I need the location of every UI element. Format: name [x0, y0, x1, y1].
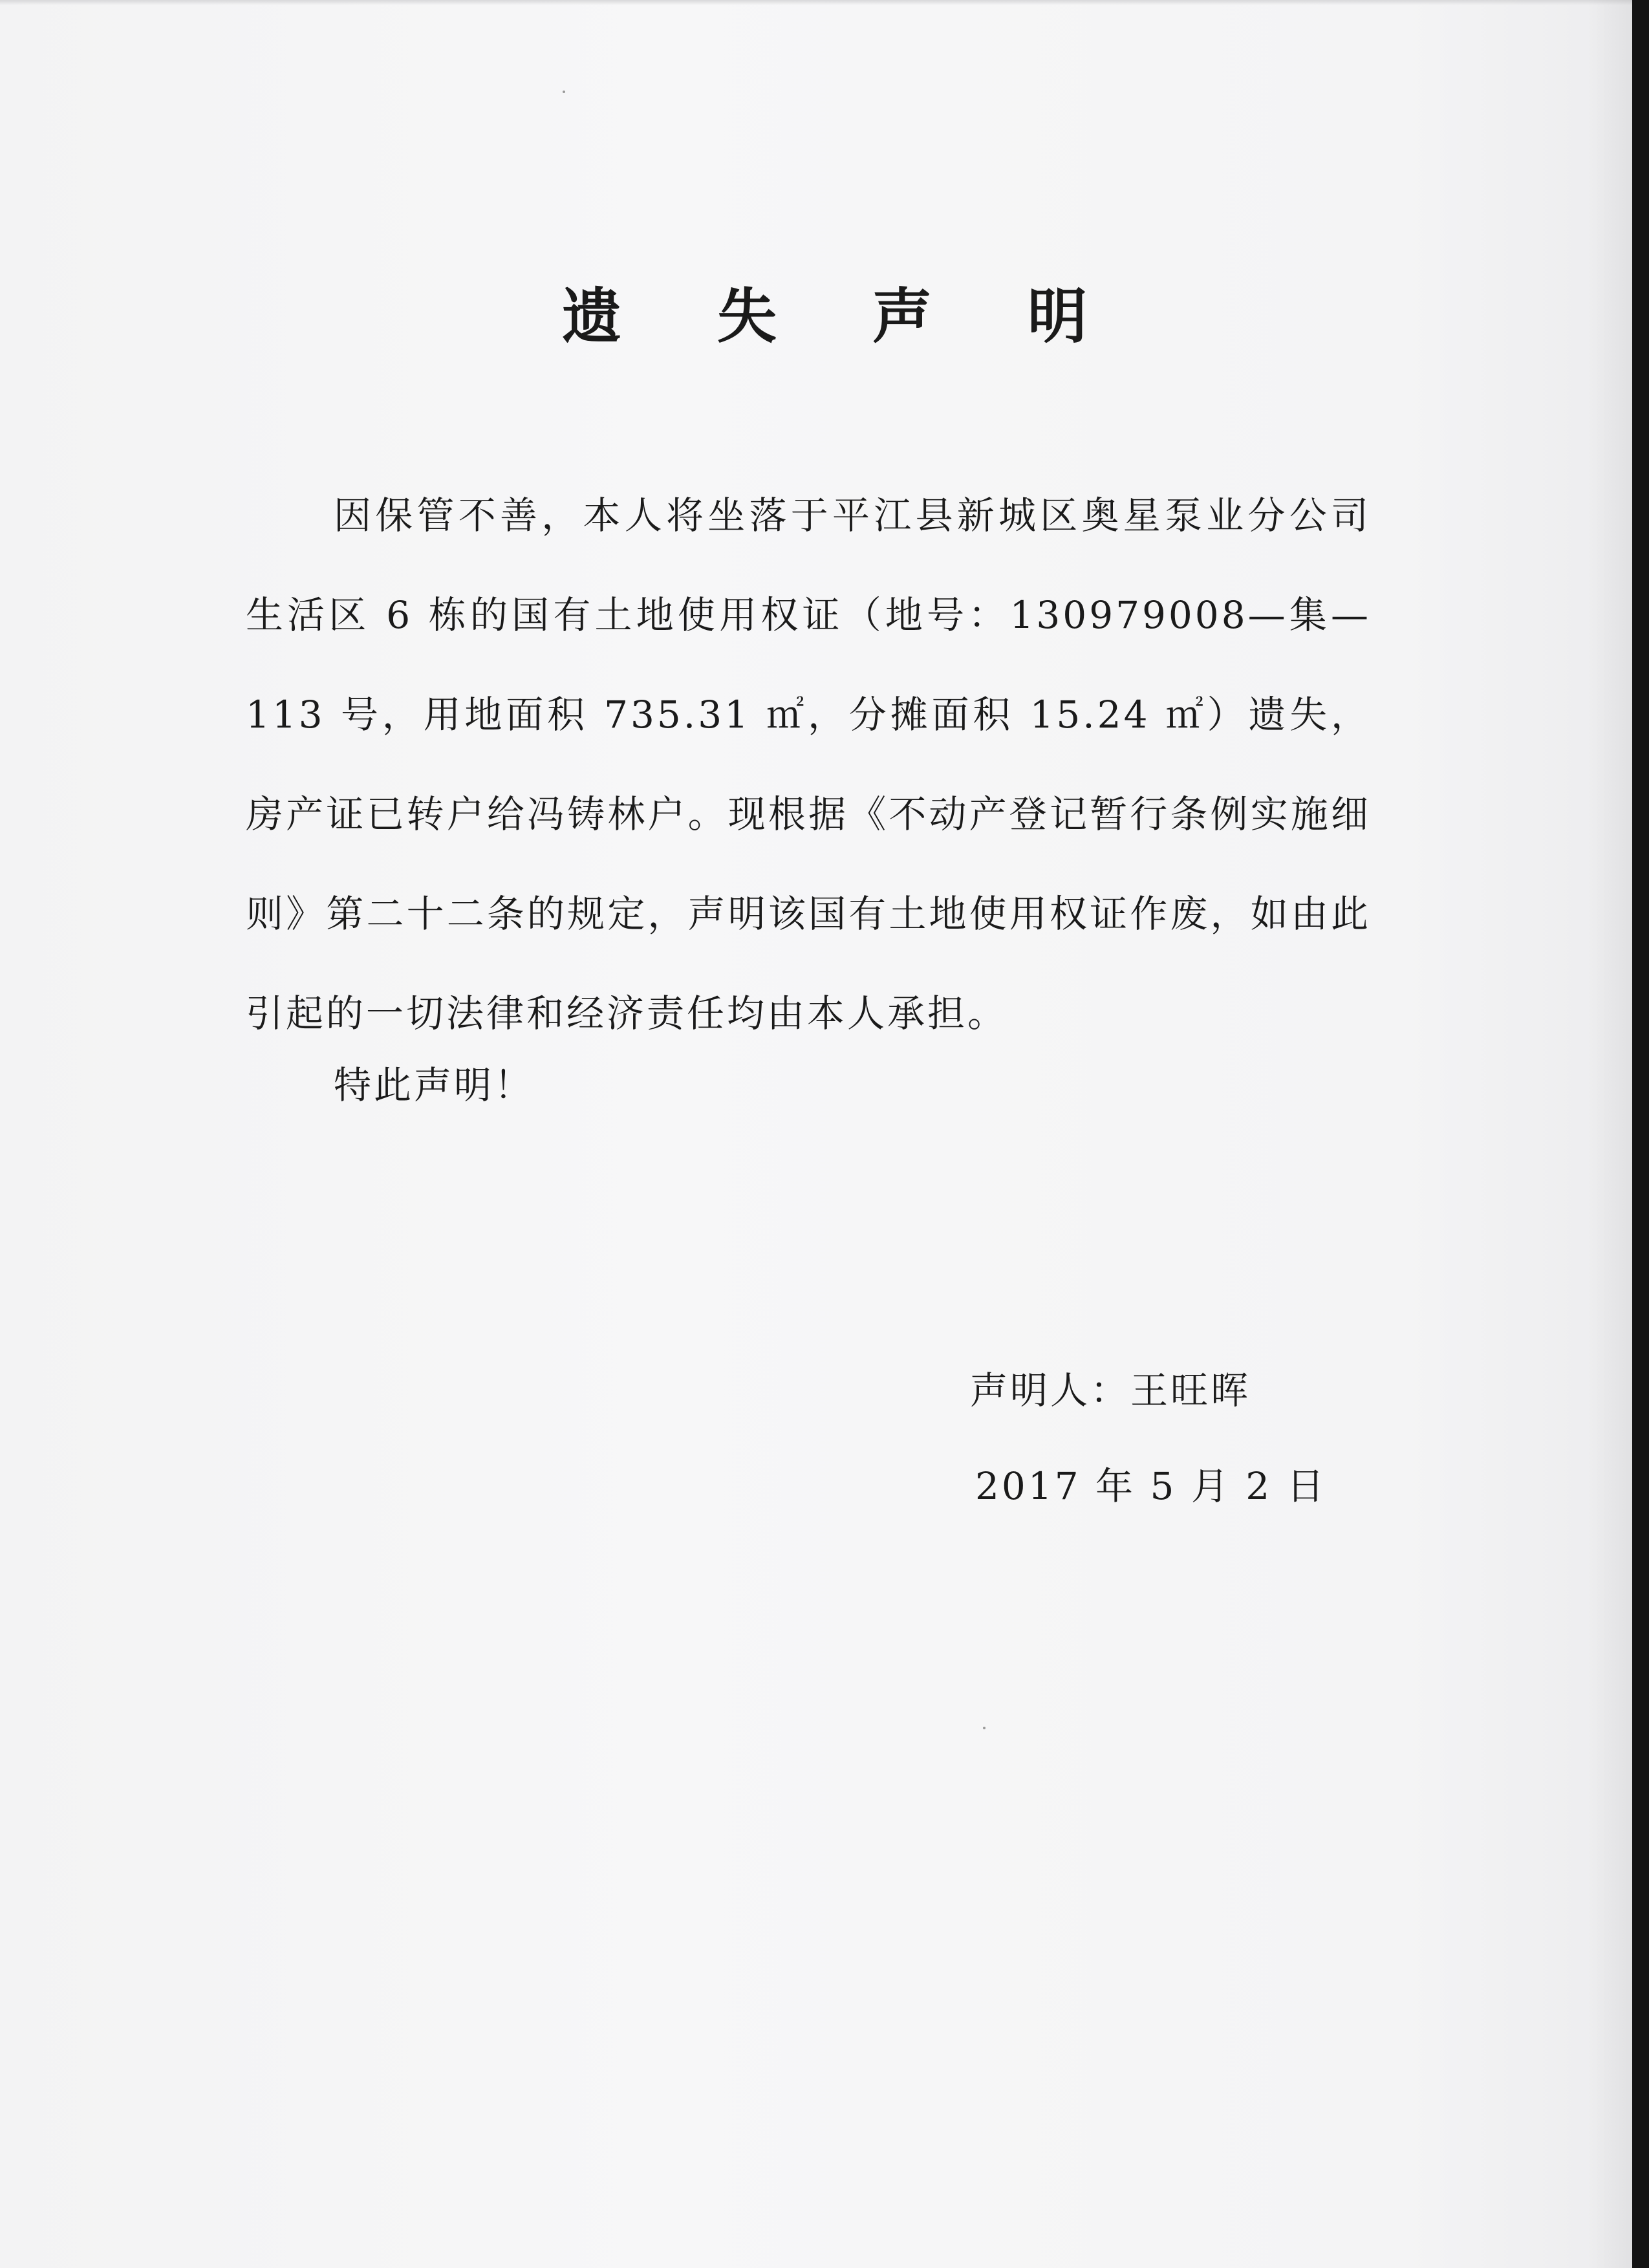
- scan-speck: [983, 1727, 986, 1729]
- body-paragraph: 因保管不善，本人将坐落于平江县新城区奥星泵业分公司生活区 6 栋的国有土地使用权证（地号：130979008—集—113 号，用地面积 735.31 ㎡，分摊面积 15.24 ㎡）遗失，房产证已转户给冯铸林户。现根据《不动产登记暂行条例实施细则》第二十二条的规定，声明该国有土地使用权证作废，如由此引起的一切法律和经济责任均由本人承担。: [246, 493, 1371, 1035]
- scan-speck: [563, 91, 565, 93]
- scan-edge-top: [0, 0, 1649, 5]
- closing-line: 特此声明！: [334, 1063, 535, 1107]
- document-date: 2017 年 5 月 2 日: [975, 1464, 1327, 1508]
- document-title: 遗 失 声 明: [561, 282, 1125, 351]
- signer-line: 声明人：王旺晖: [970, 1368, 1251, 1412]
- document-body: [246, 466, 1371, 1063]
